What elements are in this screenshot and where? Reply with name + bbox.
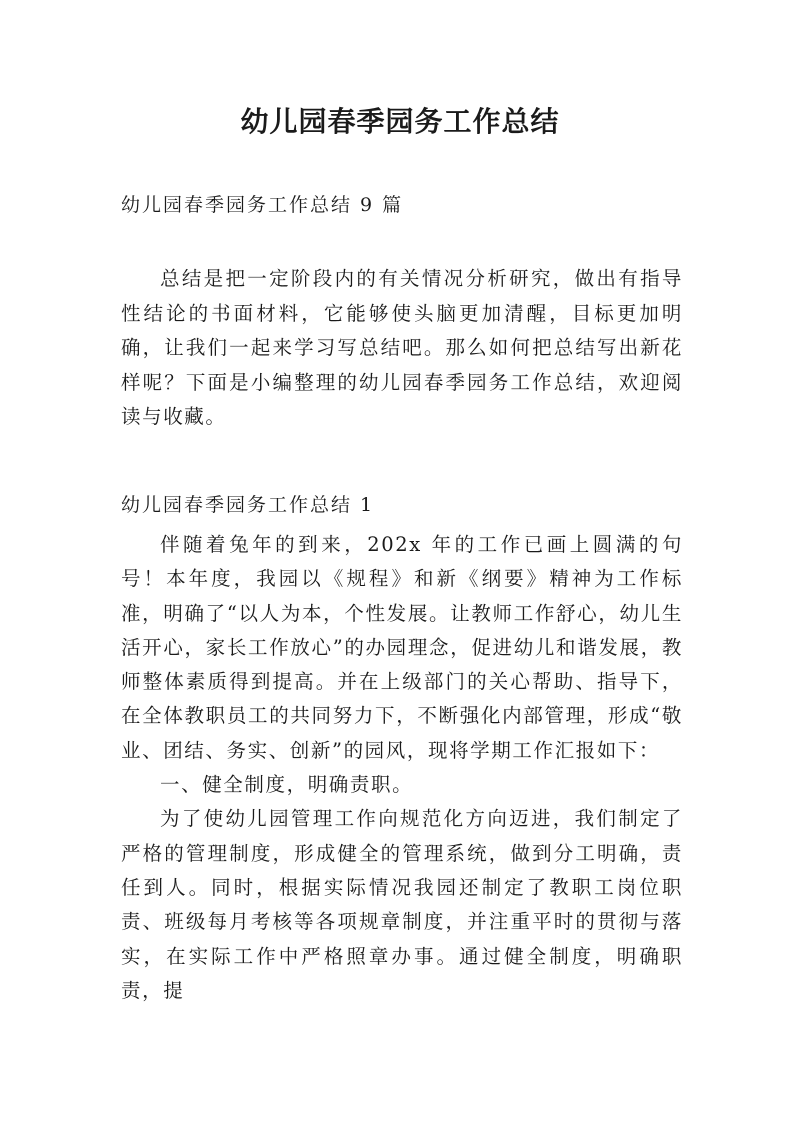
section-heading: 幼儿园春季园务工作总结 1 xyxy=(121,494,375,516)
body-paragraph: 伴随着兔年的到来，202x 年的工作已画上圆满的句号！本年度，我园以《规程》和新《纲要》精神为工作标准，明确了“以人为本，个性发展。让教师工作舒心，幼儿生活开心，家长工作放心”的办园理念，促进幼儿和谐发展，教师整体素质得到提高。并在上级部门的关心帮助、指导下，在全体教职员工的共同努力下，不断强化内部管理，形成“敬业、团结、务实、创新”的园风，现将学期工作汇报如下： xyxy=(121,533,683,762)
section-body xyxy=(121,528,683,1008)
document-subtitle: 幼儿园春季园务工作总结 9 篇 xyxy=(121,194,404,216)
body-paragraph: 为了使幼儿园管理工作向规范化方向迈进，我们制定了严格的管理制度，形成健全的管理系统，做到分工明确，责任到人。同时，根据实际情况我园还制定了教职工岗位职责、班级每月考核等各项规章制度，并注重平时的贯彻与落实，在实际工作中严格照章办事。通过健全制度，明确职责，提 xyxy=(121,807,683,1002)
intro-paragraph: 总结是把一定阶段内的有关情况分析研究，做出有指导性结论的书面材料，它能够使头脑更加清醒，目标更加明确，让我们一起来学习写总结吧。那么如何把总结写出新花样呢？下面是小编整理的幼儿园春季园务工作总结，欢迎阅读与收藏。 xyxy=(121,267,683,428)
body-subheading: 一、健全制度，明确责职。 xyxy=(160,773,414,797)
page-title: 幼儿园春季园务工作总结 xyxy=(240,105,560,138)
